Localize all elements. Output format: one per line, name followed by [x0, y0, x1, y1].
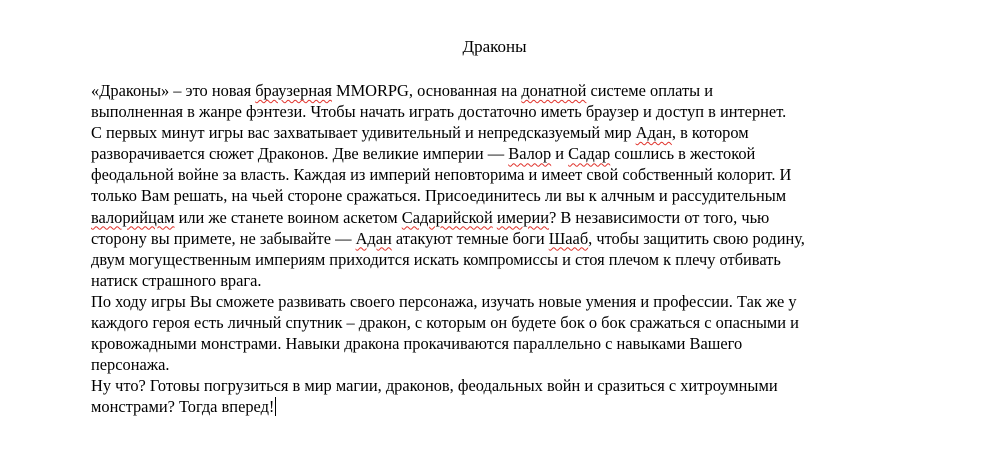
text-run: системе оплаты и [586, 81, 714, 100]
text-run: монстрами? Тогда вперед! [91, 397, 275, 417]
text-run: , в котором [671, 123, 749, 143]
text-line[interactable] [91, 122, 911, 143]
text-line[interactable] [91, 228, 911, 249]
spelling-error-word: Адан [355, 228, 392, 248]
text-line[interactable] [91, 354, 911, 375]
text-line[interactable] [91, 375, 911, 396]
text-run: , чтобы защитить свою родину, [588, 228, 805, 248]
text-line[interactable] [91, 101, 911, 122]
text-line[interactable] [91, 291, 911, 312]
text-run: С первых минут игры вас захватывает удивительный и непредсказуемый мир [91, 123, 636, 143]
text-line[interactable] [91, 164, 911, 185]
text-run: кровожадными монстрами. Навыки дракона прокачиваются параллельно с навыками Вашего [91, 334, 743, 354]
spelling-error-word: браузерная [255, 81, 332, 100]
text-run: MMORPG, основанная на [331, 81, 522, 100]
text-line[interactable] [91, 80, 911, 101]
text-run: выполненная в жанре фэнтези. Чтобы начать играть достаточно иметь браузер и доступ в интернет. [91, 102, 787, 122]
text-run: Ну что? Готовы погрузиться в мир магии, драконов, феодальных войн и сразиться с хитроумными [91, 376, 778, 396]
text-run: каждого героя есть личный спутник – дракон, с которым он будете бок о бок сражаться с опасными и [91, 313, 799, 333]
text-line[interactable] [91, 396, 911, 417]
spelling-error-word: Садарийской [401, 207, 493, 227]
text-run: По ходу игры Вы сможете развивать своего персонажа, изучать новые умения и профессии. Так же у [91, 291, 797, 311]
spelling-error-word: валорийцам [91, 207, 175, 227]
spelling-error-word: Адан [635, 123, 672, 143]
text-line[interactable] [91, 185, 911, 206]
text-run: персонажа. [91, 355, 170, 375]
spelling-error-word: Садар [568, 144, 611, 164]
text-run: двум могущественным империям приходится искать компромиссы и стоя плечом к плечу отбивать [91, 249, 781, 269]
text-run: натиск страшного врага. [91, 270, 262, 290]
text-run: или же станете воином аскетом [174, 207, 402, 227]
spelling-error-word: Шааб [548, 228, 589, 248]
text-line[interactable] [91, 270, 911, 291]
spelling-error-word: имерии [496, 207, 549, 227]
text-run: феодальной войне за власть. Каждая из империй неповторима и имеет свой собственный колорит. И [91, 165, 792, 185]
text-cursor [275, 397, 276, 416]
text-line[interactable] [91, 143, 911, 164]
text-run: ? В независимости от того, чью [549, 207, 770, 227]
text-run: атакуют темные боги [391, 228, 549, 248]
text-run: «Драконы» – это новая [91, 81, 256, 100]
spelling-error-word: донатной [521, 81, 587, 100]
text-run: и [551, 144, 569, 164]
spelling-error-word: Валор [508, 144, 552, 164]
text-line[interactable] [91, 333, 911, 354]
document-body[interactable] [91, 80, 911, 418]
text-run: сторону вы примете, не забывайте — [91, 228, 356, 248]
text-line[interactable] [91, 249, 911, 270]
text-run: только Вам решать, на чьей стороне сражаться. Присоединитесь ли вы к алчным и рассудительным [91, 186, 787, 206]
text-run: сошлись в жестокой [610, 144, 756, 164]
text-line[interactable] [91, 207, 911, 228]
text-run: разворачивается сюжет Драконов. Две великие империи — [91, 144, 509, 164]
text-line[interactable] [91, 312, 911, 333]
document-title[interactable]: Драконы [462, 37, 527, 56]
